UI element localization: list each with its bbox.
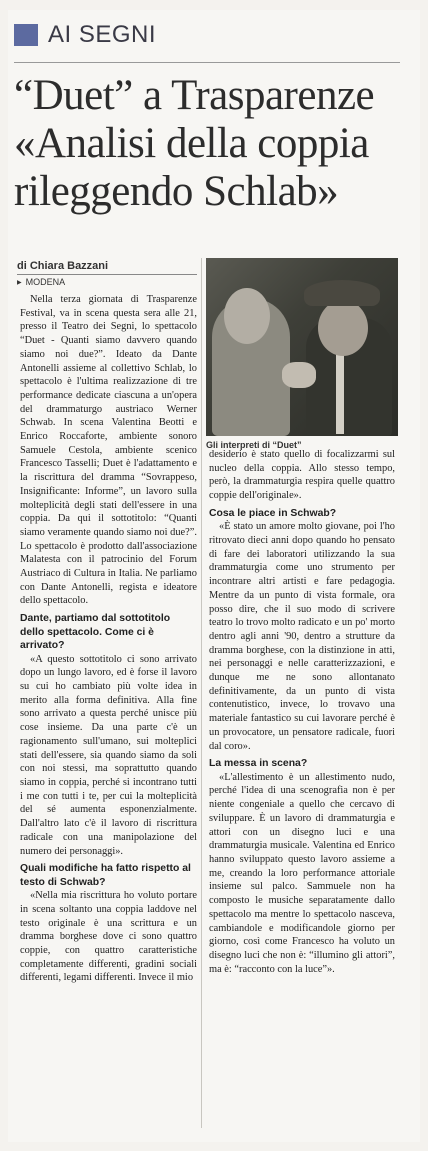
question-4: La messa in scena?: [209, 758, 308, 770]
rubric-square-icon: [14, 24, 38, 46]
intro-paragraph: Nella terza giornata di Trasparenze Festival, va in scena questa sera alle 21, presso il Teatro dei Segni, lo spettacolo “Duet - Quanti siamo davvero quando siamo noi due?”. Ideato da Dante Antonelli assieme al collettivo Schlab, lo spettacolo è l'ultima realizzazione di tre performance dedicate ciascuna a un'opera del drammaturgo austriaco Werner Schwab. In scena Valentina Beotti e Enrico Roccaforte, ambiente sonoro Samuele Cestola, ambiente scenico Francesco Tasselli; Duet è l'adattamento e la riscrittura del dramma “Sovrappeso, Insignificante: Informe”, un lavoro sulla molteplicità degli stati dell'essere in una coppia. Da qui il sottotitolo: “Quanti siamo veramente quando siamo noi due?”. Lo spettacolo è prodotto dall'associazione Malatesta con il patrocinio del Forum Austriaco di Cultura in Italia. Ne parliamo con Dante Antonelli, regista e ideatore dello spettacolo.: [20, 294, 197, 607]
answer-4: «L'allestimento è un allestimento nudo, perché l'idea di una scenografia non è per niente congeniale a quello che cercavo di sviluppare. È un lavoro di drammaturgia e attori con un disegno luci e una drammaturgia musicale. Valentina ed Enrico hanno sviluppato questo lavoro assieme a me, creando la loro performance attoriale insieme sul palco. Sammuele non ha composto le musiche separatamente dallo spettacolo ma mentre lo spettacolo nasceva, cambiandole e modificandole giorno per giorno, così come Francesco ha voluto un disegno luci che non è: “illumino gli attori”, ma è: “racconto con la luce”».: [209, 771, 395, 975]
question-1: Dante, partiamo dal sottotitolo dello spettacolo. Come ci è arrivato?: [20, 613, 171, 652]
photo-caption: Gli interpreti di “Duet”: [206, 440, 302, 450]
column-divider: [201, 258, 202, 1128]
answer-2: «Nella mia riscrittura ho voluto portare in scena soltanto una coppia laddove nel testo originale è una scrittura e un dramma borghese dove ci sono quattro coppie, con quattro caratteristiche completamente differenti, gradini sociali differenti, legami differenti. Invece il mio: [20, 890, 197, 984]
headline-line-1: “Duet” a Trasparenze: [14, 72, 375, 119]
section-rubric: [14, 22, 394, 48]
headline-line-2: «Analisi della coppia: [14, 120, 369, 167]
question-2: Quali modifiche ha fatto rispetto al testo di Schwab?: [20, 863, 191, 888]
dateline-place: ▶ MODENA: [17, 277, 65, 287]
question-3: Cosa le piace in Schwab?: [209, 507, 337, 519]
rubric-label: AI SEGNI: [48, 21, 157, 48]
answer-2-continued: desiderio è stato quello di focalizzarmi sul nucleo della coppia. Allo stesso tempo, però, la drammaturgia respira quelle quattro coppie dell'originale».: [209, 449, 395, 502]
headline-line-3: rileggendo Schlab»: [14, 168, 339, 215]
performers-photo: [206, 258, 398, 436]
top-rule: [14, 62, 400, 63]
headline: [14, 72, 406, 216]
byline: di Chiara Bazzani: [17, 260, 197, 275]
article-column-1: [20, 293, 197, 985]
answer-1: «A questo sottotitolo ci sono arrivato dopo un lungo lavoro, ed è forse il lavoro su cui ho cambiato più volte idea in merito alla forma definitiva. Alla fine sono arrivato a questa perché unisce più cose insieme. Da una parte c'è un ragionamento sull'umano, sui molteplici stati dell'essere, sia quando siamo da soli con noi stessi, ma soprattutto quando siamo in coppia, perché si incontrano tutti i me con tutti i te, per cui la molteplicità del sé aumenta esponenzialmente. Dall'altro lato c'è il lavoro di riscrittura radicale con una manipolazione del numero dei personaggi».: [20, 653, 197, 857]
article-column-2: [209, 448, 395, 976]
answer-3: «È stato un amore molto giovane, poi l'ho ritrovato dieci anni dopo quando ho pensato di fare dei laboratori utilizzando la sua drammaturgia come uno strumento per incontrare altri artisti e fare pedagogia. Mentre da un punto di vista formale, ora posso dire, che il suo modo di scrivere teatro lo trovo molto radicato e un po' morto dentro agli anni '90, dentro a strutture da dramma borghese, con la distinzione in atti, nei personaggi e nelle caratterizzazioni, e dunque me ne sono allontanato definitivamente, da un punto di vista contenutistico, invece, lo trovavo una materiale fantastico su cui lavorare perché è un provocatore, un pensatore radicale, fuori dal coro».: [209, 521, 395, 752]
